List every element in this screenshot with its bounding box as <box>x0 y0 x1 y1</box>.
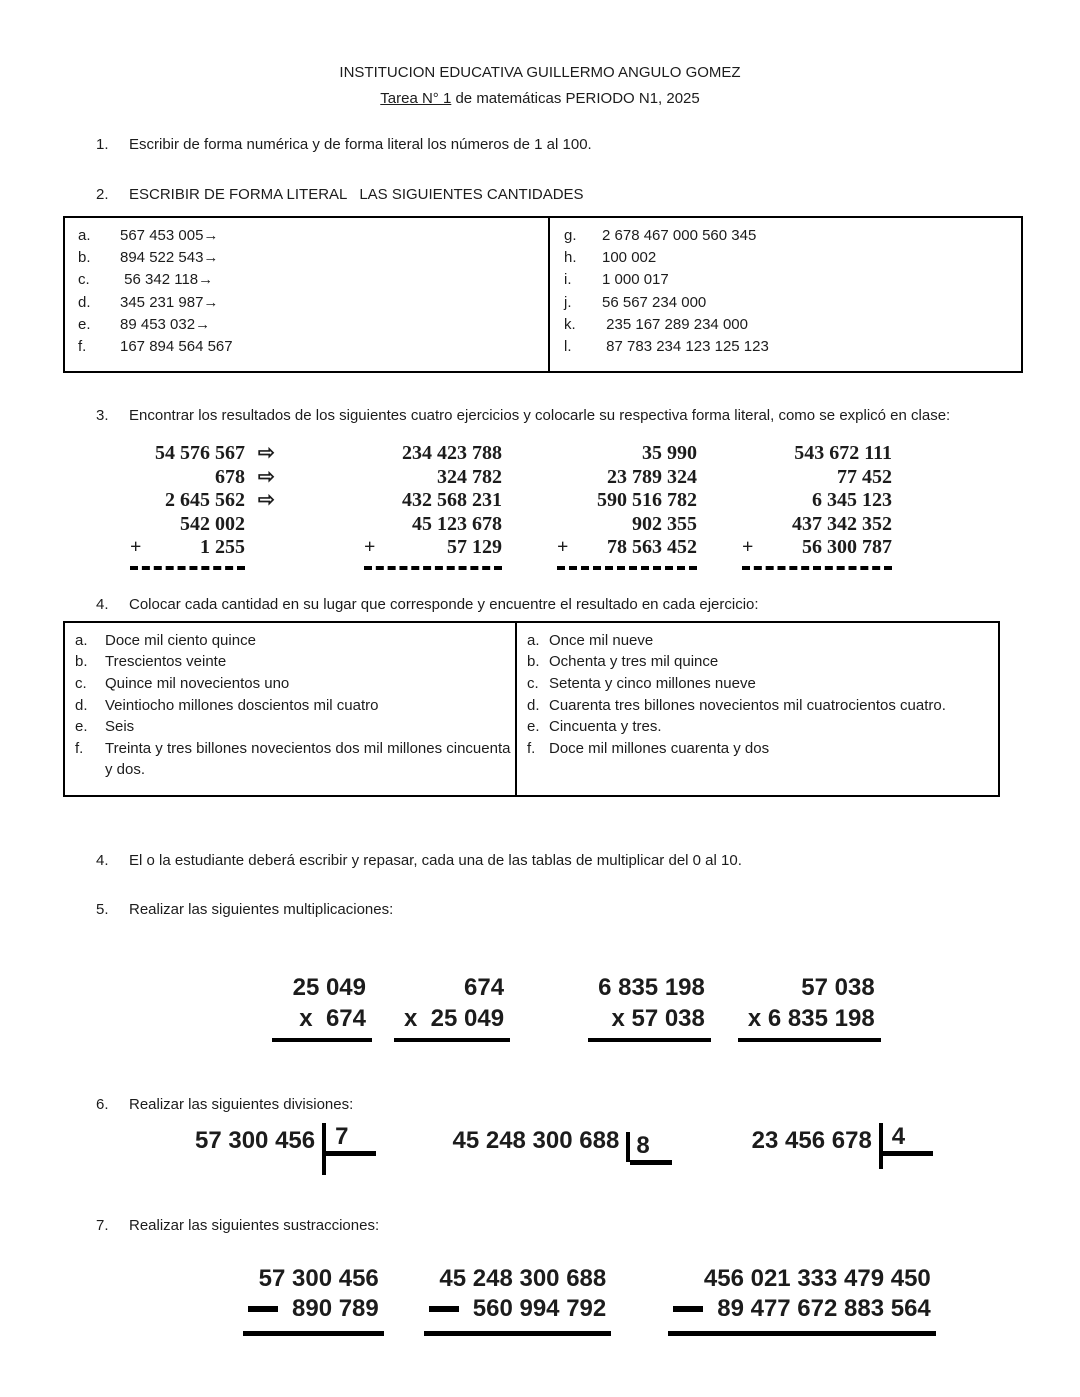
list-item <box>65 738 515 781</box>
addend: 324 782 <box>437 465 502 488</box>
entry-value: 100 002 <box>602 249 657 267</box>
divisor: 8 <box>630 1132 671 1165</box>
entry-letter: j. <box>564 293 572 311</box>
division-bracket <box>322 1123 376 1175</box>
addend: 590 516 782 <box>597 489 697 512</box>
addition-block <box>557 442 697 570</box>
division-block <box>452 1123 671 1162</box>
addend: 678 <box>215 465 245 488</box>
dashed-line <box>742 566 892 570</box>
task-number: 3. <box>96 407 109 425</box>
addend: 2 645 562 <box>165 489 245 512</box>
multiplication-block <box>394 972 510 1042</box>
subtraction-exercises <box>243 1264 1080 1336</box>
entry-value: Trescientos veinte <box>105 653 227 671</box>
entry-letter: a. <box>527 631 540 649</box>
multiplicand: 674 <box>464 973 505 1001</box>
literal-right-column <box>517 623 998 795</box>
addend: 35 990 <box>642 442 697 465</box>
entry-letter: b. <box>75 653 88 671</box>
entry-value: 345 231 987→ <box>120 293 219 311</box>
entry-value: 2 678 467 000 560 345 <box>602 227 757 244</box>
multiplication-block <box>738 972 881 1042</box>
list-item <box>517 716 998 738</box>
list-item <box>517 651 998 673</box>
entry-letter: d. <box>78 293 91 311</box>
divisor: 7 <box>326 1123 376 1156</box>
list-item <box>550 314 1021 336</box>
list-item <box>550 225 1021 247</box>
division-bracket <box>879 1123 933 1169</box>
task-text: Realizar las siguientes sustracciones: <box>129 1216 380 1234</box>
entry-letter: e. <box>78 315 91 333</box>
entry-value: Cuarenta tres billones novecientos mil cuatrocientos cuatro. <box>549 696 946 714</box>
task-text: Escribir de forma numérica y de forma literal los números de 1 al 100. <box>129 136 592 153</box>
task-number: 7. <box>96 1216 109 1234</box>
list-item <box>65 695 515 717</box>
addend: 542 002 <box>180 512 245 535</box>
entry-value: Ochenta y tres mil quince <box>549 653 719 671</box>
entry-value: Doce mil ciento quince <box>105 631 256 649</box>
task-text: ESCRIBIR DE FORMA LITERAL LAS SIGUIENTES CANTIDADES <box>129 186 584 203</box>
task-5 <box>96 899 1080 920</box>
minuend: 456 021 333 479 450 <box>703 1264 931 1292</box>
task-6 <box>96 1094 1080 1115</box>
subtrahend: 890 789 <box>292 1294 379 1322</box>
arrow-column <box>258 442 314 570</box>
task-text: Realizar las siguientes divisiones: <box>129 1095 354 1113</box>
list-item <box>65 314 548 336</box>
plus-operator: + <box>742 536 754 559</box>
dividend: 57 300 456 <box>195 1126 316 1154</box>
list-item <box>65 673 515 695</box>
addend: 543 672 111 <box>794 442 892 465</box>
entry-letter: a. <box>75 631 88 649</box>
minus-icon <box>429 1306 459 1312</box>
list-item <box>550 336 1021 358</box>
entry-value: Cincuenta y tres. <box>549 718 662 736</box>
subtrahend-row <box>429 1294 606 1324</box>
right-arrow-icon: ⇨ <box>258 489 275 512</box>
division-block <box>752 1123 933 1169</box>
dashed-line <box>557 566 697 570</box>
entry-letter: a. <box>78 227 91 244</box>
list-item <box>65 630 515 652</box>
subtraction-block <box>424 1264 611 1336</box>
division-block <box>195 1123 376 1175</box>
entry-letter: i. <box>564 271 572 289</box>
entry-letter: g. <box>564 227 577 244</box>
addend: 57 129 <box>447 536 502 559</box>
task-text: Realizar las siguientes multiplicaciones: <box>129 900 394 918</box>
dashed-line <box>130 566 245 570</box>
entry-value: 567 453 005→ <box>120 227 219 244</box>
subtitle-rest: de matemáticas PERIODO N1, 2025 <box>451 90 700 107</box>
entry-value: 167 894 564 567 <box>120 338 233 356</box>
task-number: 2. <box>96 186 109 203</box>
division-exercises <box>195 1123 1080 1175</box>
multiplication-block <box>272 972 372 1042</box>
entry-value: Doce mil millones cuarenta y dos <box>549 739 770 757</box>
entry-value: 87 783 234 123 125 123 <box>602 338 769 356</box>
entry-value: Once mil nueve <box>549 631 654 649</box>
list-item <box>550 269 1021 291</box>
list-item <box>65 651 515 673</box>
task-number: 4. <box>96 595 109 613</box>
subtitle-underlined: Tarea N° 1 <box>380 90 452 107</box>
dividend: 23 456 678 <box>751 1126 872 1154</box>
task-1 <box>96 134 1080 155</box>
entry-value: 894 522 543→ <box>120 249 219 267</box>
addend: 77 452 <box>837 465 892 488</box>
list-item <box>65 336 548 358</box>
quantities-left-column <box>65 218 550 371</box>
addend: 45 123 678 <box>412 512 502 535</box>
minus-icon <box>673 1306 703 1312</box>
literal-quantities-box <box>63 621 1000 797</box>
addition-exercises <box>130 442 1080 570</box>
entry-value: Treinta y tres billones novecientos dos mil millones cincuenta y dos. <box>105 739 511 779</box>
task-4 <box>96 594 1080 615</box>
plus-operator: + <box>364 536 376 559</box>
multiplier-row: x 674 <box>299 1004 366 1032</box>
plus-operator: + <box>557 536 569 559</box>
entry-letter: c. <box>78 271 90 289</box>
entry-value: 89 453 032→ <box>120 315 211 333</box>
task-text: El o la estudiante deberá escribir y repasar, cada una de las tablas de multiplicar del 0 al 10. <box>129 851 742 869</box>
entry-letter: c. <box>75 674 87 692</box>
addend: 54 576 567 <box>155 442 245 465</box>
entry-value: Seis <box>105 718 135 736</box>
addend-with-operator <box>742 536 892 560</box>
entry-value: 56 342 118→ <box>120 271 214 289</box>
right-arrow-icon: ⇨ <box>258 442 275 465</box>
list-item <box>65 716 515 738</box>
addition-block <box>130 442 245 570</box>
entry-letter: h. <box>564 249 577 267</box>
multiplier-row: x 6 835 198 <box>747 1004 875 1032</box>
multiplication-exercises <box>272 972 1080 1042</box>
entry-letter: d. <box>527 696 540 714</box>
list-item <box>65 292 548 314</box>
list-item <box>65 247 548 269</box>
task-text: Colocar cada cantidad en su lugar que corresponde y encuentre el resultado en cada ejercicio: <box>129 595 759 613</box>
quantities-box <box>63 216 1023 373</box>
task-2 <box>96 184 1080 205</box>
addend: 234 423 788 <box>402 442 502 465</box>
dashed-line <box>364 566 502 570</box>
subtrahend-row <box>248 1294 379 1324</box>
multiplicand: 57 038 <box>801 973 875 1001</box>
task-4b <box>96 850 1080 871</box>
literal-left-column <box>65 623 517 795</box>
entry-letter: k. <box>564 315 576 333</box>
addend: 56 300 787 <box>802 536 892 559</box>
task-number: 1. <box>96 136 109 153</box>
task-3 <box>96 405 1080 426</box>
multiplier-row: x 57 038 <box>611 1004 705 1032</box>
page-title: INSTITUCION EDUCATIVA GUILLERMO ANGULO GOMEZ <box>339 64 741 81</box>
task-7 <box>96 1215 1080 1236</box>
task-number: 5. <box>96 900 109 918</box>
task-number: 4. <box>96 851 109 869</box>
addend: 432 568 231 <box>402 489 502 512</box>
right-arrow-icon: ⇨ <box>258 465 275 488</box>
entry-letter: b. <box>527 653 540 671</box>
entry-value: 56 567 234 000 <box>602 293 707 311</box>
list-item <box>550 292 1021 314</box>
minuend: 45 248 300 688 <box>439 1264 607 1292</box>
entry-letter: d. <box>75 696 88 714</box>
entry-letter: b. <box>78 249 91 267</box>
addend-with-operator <box>364 536 502 560</box>
entry-letter: f. <box>78 338 87 356</box>
division-bracket <box>626 1132 671 1162</box>
list-item <box>517 630 998 652</box>
multiplier-row: x 25 049 <box>404 1004 505 1032</box>
addend-with-operator <box>130 536 245 560</box>
subtrahend: 560 994 792 <box>472 1294 607 1322</box>
divisor: 4 <box>883 1123 933 1156</box>
list-item <box>517 695 998 717</box>
list-item <box>550 247 1021 269</box>
quantities-right-column <box>550 218 1021 371</box>
list-item <box>65 269 548 291</box>
entry-letter: f. <box>75 739 84 757</box>
addend: 1 255 <box>200 536 245 559</box>
addend: 437 342 352 <box>792 512 892 535</box>
subtraction-block <box>243 1264 384 1336</box>
page-header <box>0 0 1080 112</box>
dividend: 45 248 300 688 <box>452 1126 620 1154</box>
task-number: 6. <box>96 1095 109 1113</box>
list-item <box>517 673 998 695</box>
plus-operator: + <box>130 536 142 559</box>
multiplication-block <box>588 972 711 1042</box>
entry-value: Quince mil novecientos uno <box>105 674 290 692</box>
multiplicand: 6 835 198 <box>598 973 705 1001</box>
entry-letter: f. <box>527 739 536 757</box>
task-text: Encontrar los resultados de los siguientes cuatro ejercicios y colocarle su respectiva forma literal, como se explicó en clase: <box>129 407 951 425</box>
entry-value: 235 167 289 234 000 <box>602 315 748 333</box>
entry-value: 1 000 017 <box>602 271 669 289</box>
page-subtitle <box>0 86 1080 112</box>
entry-letter: e. <box>527 718 540 736</box>
addend: 902 355 <box>632 512 697 535</box>
entry-value: Setenta y cinco millones nueve <box>549 674 756 692</box>
entry-letter: c. <box>527 674 539 692</box>
subtrahend: 89 477 672 883 564 <box>717 1294 931 1322</box>
addend: 6 345 123 <box>812 489 892 512</box>
list-item <box>517 738 998 760</box>
minuend: 57 300 456 <box>258 1264 379 1292</box>
addend: 78 563 452 <box>607 536 697 559</box>
entry-value: Veintiocho millones doscientos mil cuatro <box>105 696 379 714</box>
entry-letter: l. <box>564 338 572 356</box>
list-item <box>65 225 548 247</box>
addend: 23 789 324 <box>607 465 697 488</box>
subtrahend-row <box>673 1294 931 1324</box>
addend-with-operator <box>557 536 697 560</box>
addition-block <box>364 442 502 570</box>
minus-icon <box>248 1306 278 1312</box>
subtraction-block <box>668 1264 936 1336</box>
multiplicand: 25 049 <box>292 973 366 1001</box>
addition-block <box>742 442 892 570</box>
entry-letter: e. <box>75 718 88 736</box>
